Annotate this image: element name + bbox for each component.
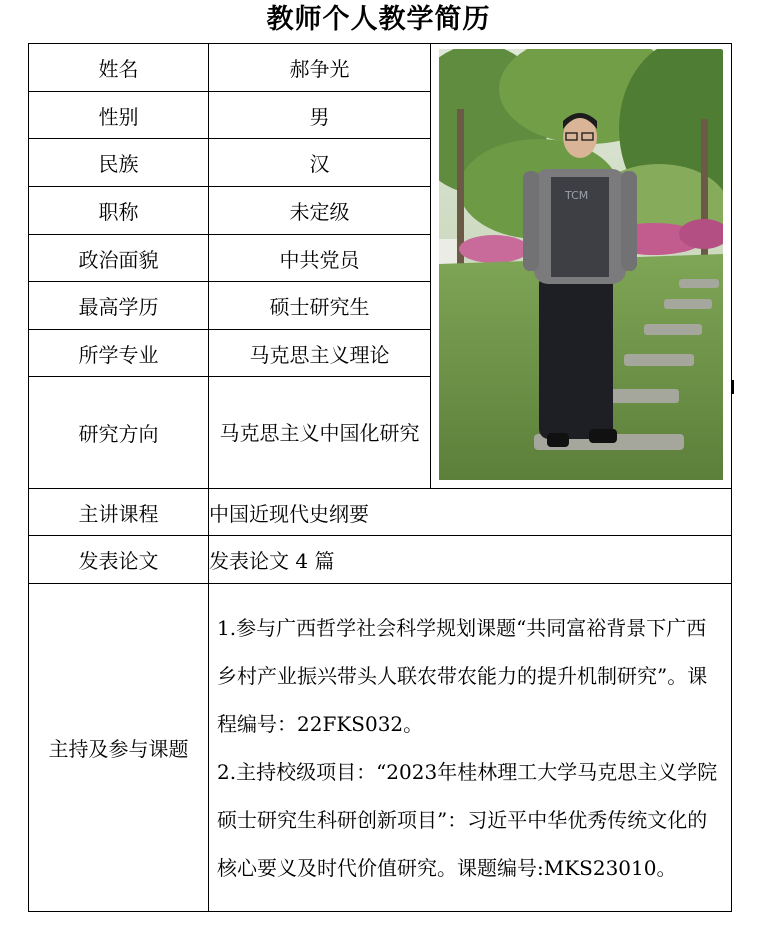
gender-value: 男 (209, 92, 431, 139)
research-value: 马克思主义中国化研究 (219, 420, 420, 445)
row-projects (29, 584, 732, 912)
page-title: 教师个人教学简历 (266, 4, 491, 35)
portrait-photo (439, 49, 723, 480)
name-label: 姓名 (29, 44, 209, 92)
major-value: 马克思主义理论 (209, 330, 431, 377)
political-value: 中共党员 (209, 235, 431, 282)
row-course (29, 489, 732, 536)
rank-label: 职称 (29, 187, 209, 235)
svg-text:TCM: TCM (565, 189, 589, 202)
gender-label: 性别 (29, 92, 209, 139)
project-item-1: 1.参与广西哲学社会科学规划课题“共同富裕背景下广西乡村产业振兴带头人联农带农能力的提升机制研究”。课程编号：22FKS032。 (217, 615, 708, 736)
papers-value: 发表论文 4 篇 (209, 536, 732, 584)
edge-marker (731, 380, 734, 394)
education-value: 硕士研究生 (209, 282, 431, 330)
resume-table (28, 43, 732, 912)
rank-value: 未定级 (209, 187, 431, 235)
ethnicity-label: 民族 (29, 139, 209, 187)
research-value-cell (209, 377, 431, 489)
research-label: 研究方向 (29, 377, 209, 489)
ethnicity-value: 汉 (209, 139, 431, 187)
course-value: 中国近现代史纲要 (209, 489, 732, 536)
major-label: 所学专业 (29, 330, 209, 377)
row-name (29, 44, 732, 92)
education-label: 最高学历 (29, 282, 209, 330)
row-papers (29, 536, 732, 584)
course-label: 主讲课程 (29, 489, 209, 536)
projects-value-cell (209, 584, 732, 912)
project-item-2: 2.主持校级项目：“2023年桂林理工大学马克思主义学院硕士研究生科研创新项目”：习近平中华优秀传统文化的核心要义及时代价值研究。课题编号:MKS23010。 (217, 759, 718, 880)
papers-label: 发表论文 (29, 536, 209, 584)
political-label: 政治面貌 (29, 235, 209, 282)
photo-cell (431, 44, 732, 489)
name-value: 郝争光 (209, 44, 431, 92)
projects-label: 主持及参与课题 (29, 584, 209, 912)
